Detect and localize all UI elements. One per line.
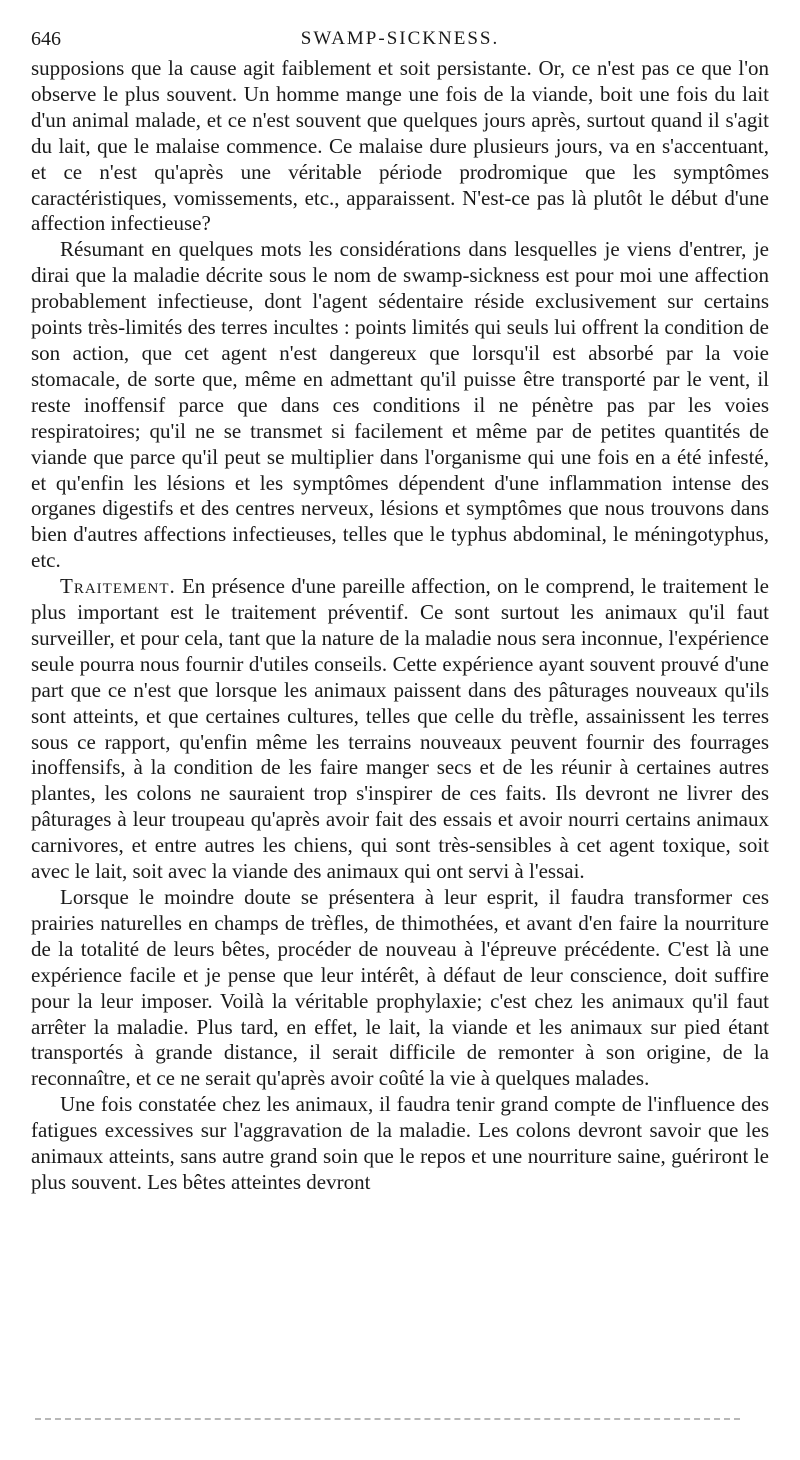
paragraph-text: En présence d'une pareille affection, on le comprend, le traitement le plus important est le traitement préventif. Ce sont surtout les animaux qu'il faut surveiller, et pour cela, tant que la nature de la maladie nous sera inconnue, l'expérience seule pourra nous fournir d'utiles conseils. Cette expérience ayant souvent prouvé d'une part que ce n'est que lorsque les animaux paissent dans des pâturages nouveaux qu'ils sont atteints, et que certaines cultures, telles que celle du trèfle, assainissent les terres sous ce rapport, qu'enfin même les terrains nouveaux peuvent fournir des fourrages inoffensifs, à la condition de les faire manger secs et de les réunir à certaines autres plantes, les colons ne sauraient trop s'inspirer de ces faits. Ils devront ne livrer des pâturages à leur troupeau qu'après avoir fait des essais et avoir nourri certains animaux carnivores, et entre autres les chiens, qui sont très-sensibles à cet agent toxique, soit avec le lait, soit avec la viande des animaux qui ont servi à l'essai. xyxy=(31,574,769,884)
section-heading: Traitement. xyxy=(60,574,176,599)
body-text xyxy=(31,56,769,1196)
paragraph: supposions que la cause agit faiblement et soit persistante. Or, ce n'est pas ce que l'on observe le plus souvent. Un homme mange une fois de la viande, boit une fois du lait d'un animal malade, et ce n'est souvent que quelques jours après, surtout quand il s'agit du lait, que le malaise commence. Ce malaise dure plusieurs jours, va en s'accentuant, et ce n'est qu'après une véritable période prodromique que les symptômes caractéristiques, vomissements, etc., apparaissent. N'est-ce pas là plutôt le début d'une affection infectieuse? xyxy=(31,56,769,236)
running-head xyxy=(31,24,769,54)
paragraph-traitement xyxy=(31,574,769,885)
page-bottom-artifact xyxy=(35,1418,740,1420)
paragraph: Lorsque le moindre doute se présentera à leur esprit, il faudra transformer ces prairies naturelles en champs de trèfles, de thimothées, et avant d'en faire la nourriture de la totalité de leurs bêtes, procéder de nouveau à l'épreuve précédente. C'est là une expérience facile et je pense que leur intérêt, à défaut de leur conscience, doit suffire pour la leur imposer. Voilà la véritable prophylaxie; c'est chez les animaux qu'il faut arrêter la maladie. Plus tard, en effet, le lait, la viande et les animaux sur pied étant transportés à grande distance, il serait difficile de remonter à son origine, de la reconnaître, et ce ne serait qu'après avoir coûté la vie à quelques malades. xyxy=(31,885,769,1091)
page-number: 646 xyxy=(31,28,61,50)
paragraph: Une fois constatée chez les animaux, il faudra tenir grand compte de l'influence des fatigues excessives sur l'aggravation de la maladie. Les colons devront savoir que les animaux atteints, sans autre grand soin que le repos et une nourriture saine, guériront le plus souvent. Les bêtes atteintes devront xyxy=(31,1092,769,1194)
book-page xyxy=(31,24,769,1196)
paragraph: Résumant en quelques mots les considérations dans lesquelles je viens d'entrer, je dirai que la maladie décrite sous le nom de swamp-sickness est pour moi une affection probablement infectieuse, dont l'agent sédentaire réside exclusivement sur certains points très-limités des terres incultes : points limités qui seuls lui offrent la condition de son action, que cet agent n'est dangereux que lorsqu'il est absorbé par la voie stomacale, de sorte que, même en admettant qu'il puisse être transporté par le vent, il reste inoffensif parce que dans ces conditions il ne pénètre pas par les voies respiratoires; qu'il ne se transmet si facilement et même par de petites quantités de viande que parce qu'il peut se multiplier dans l'organisme qui une fois en a été infesté, et qu'enfin les lésions et les symptômes dépendent d'une inflammation intense des organes digestifs et des centres nerveux, lésions et symptômes que nous trouvons dans bien d'autres affections infectieuses, telles que le typhus abdominal, le méningotyphus, etc. xyxy=(31,237,769,573)
running-title: SWAMP-SICKNESS. xyxy=(300,28,500,49)
